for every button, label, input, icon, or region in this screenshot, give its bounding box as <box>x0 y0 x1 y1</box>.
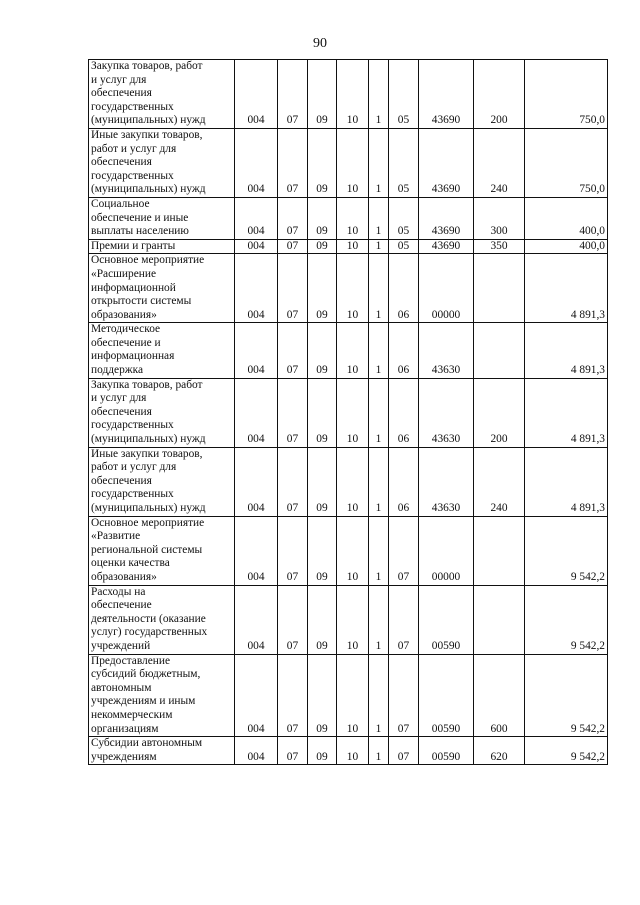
program-cell: 10 <box>337 197 369 239</box>
direction-cell: 00590 <box>419 654 474 737</box>
description-line: Основное мероприятие <box>91 254 205 267</box>
description-line: работ и услуг для <box>91 142 177 155</box>
section-cell: 07 <box>278 737 308 765</box>
section-cell: 07 <box>278 197 308 239</box>
description-cell <box>89 128 235 197</box>
amount-cell: 4 891,3 <box>525 323 608 378</box>
section-cell: 07 <box>278 447 308 516</box>
description-line: Премии и гранты <box>91 239 176 252</box>
admin-code-cell: 004 <box>235 254 278 323</box>
description-line: Расходы на <box>91 585 146 598</box>
description-line: и услуг для <box>91 392 147 405</box>
description-line: обеспечения <box>91 474 152 487</box>
event-cell: 06 <box>389 254 419 323</box>
section-cell: 07 <box>278 254 308 323</box>
table-row <box>89 60 608 129</box>
amount-cell: 400,0 <box>525 239 608 254</box>
admin-code-cell: 004 <box>235 447 278 516</box>
event-cell: 07 <box>389 654 419 737</box>
program-cell: 10 <box>337 60 369 129</box>
budget-table <box>88 59 608 765</box>
description-line: учреждений <box>91 639 151 652</box>
description-line: открытости системы <box>91 295 192 308</box>
amount-cell: 750,0 <box>525 60 608 129</box>
description-line: (муниципальных) нужд <box>91 502 206 514</box>
event-cell: 05 <box>389 128 419 197</box>
table-row <box>89 378 608 447</box>
table-row <box>89 447 608 516</box>
description-line: субсидий бюджетным, <box>91 668 201 681</box>
direction-cell: 43630 <box>419 447 474 516</box>
subprogram-cell: 1 <box>369 654 389 737</box>
description-line: работ и услуг для <box>91 461 177 474</box>
description-line: региональной системы <box>91 543 203 556</box>
event-cell: 06 <box>389 323 419 378</box>
direction-cell: 43630 <box>419 323 474 378</box>
expense-type-cell <box>474 516 525 585</box>
description-line: Социальное <box>91 197 150 210</box>
event-cell: 05 <box>389 60 419 129</box>
description-line: Закупка товаров, работ <box>91 60 203 72</box>
table-row <box>89 323 608 378</box>
admin-code-cell: 004 <box>235 197 278 239</box>
description-cell <box>89 254 235 323</box>
description-line: оценки качества <box>91 557 170 570</box>
direction-cell: 00000 <box>419 254 474 323</box>
subsection-cell: 09 <box>308 254 337 323</box>
direction-cell: 00590 <box>419 585 474 654</box>
description-line: государственных <box>91 100 174 113</box>
program-cell: 10 <box>337 128 369 197</box>
subprogram-cell: 1 <box>369 378 389 447</box>
section-cell: 07 <box>278 585 308 654</box>
description-line: Иные закупки товаров, <box>91 447 203 460</box>
description-cell <box>89 378 235 447</box>
subsection-cell: 09 <box>308 197 337 239</box>
description-line: Предоставление <box>91 654 171 667</box>
subprogram-cell: 1 <box>369 197 389 239</box>
amount-cell: 4 891,3 <box>525 378 608 447</box>
table-row <box>89 737 608 765</box>
description-line: обеспечения <box>91 156 152 169</box>
subprogram-cell: 1 <box>369 128 389 197</box>
description-line: автономным <box>91 681 152 694</box>
section-cell: 07 <box>278 239 308 254</box>
description-line: некоммерческим <box>91 708 173 721</box>
page-number: 90 <box>313 36 327 51</box>
expense-type-cell <box>474 254 525 323</box>
table-row <box>89 197 608 239</box>
description-line: образования» <box>91 570 157 583</box>
admin-code-cell: 004 <box>235 378 278 447</box>
amount-cell: 9 542,2 <box>525 516 608 585</box>
program-cell: 10 <box>337 239 369 254</box>
program-cell: 10 <box>337 585 369 654</box>
event-cell: 05 <box>389 239 419 254</box>
description-cell <box>89 197 235 239</box>
direction-cell: 00000 <box>419 516 474 585</box>
description-line: поддержка <box>91 364 144 377</box>
subprogram-cell: 1 <box>369 254 389 323</box>
description-line: обеспечение и иные <box>91 211 189 224</box>
description-line: «Развитие <box>91 530 141 543</box>
amount-cell: 400,0 <box>525 197 608 239</box>
description-line: «Расширение <box>91 267 157 280</box>
admin-code-cell: 004 <box>235 516 278 585</box>
description-cell <box>89 239 235 254</box>
event-cell: 06 <box>389 447 419 516</box>
description-cell <box>89 516 235 585</box>
description-line: учреждениям и иным <box>91 695 196 708</box>
subsection-cell: 09 <box>308 585 337 654</box>
expense-type-cell: 620 <box>474 737 525 765</box>
description-line: Иные закупки товаров, <box>91 128 203 141</box>
table-row <box>89 128 608 197</box>
subsection-cell: 09 <box>308 654 337 737</box>
description-line: (муниципальных) нужд <box>91 183 206 196</box>
description-line: учреждениям <box>91 750 157 763</box>
description-line: обеспечение <box>91 599 152 612</box>
amount-cell: 9 542,2 <box>525 654 608 737</box>
program-cell: 10 <box>337 323 369 378</box>
subsection-cell: 09 <box>308 323 337 378</box>
program-cell: 10 <box>337 378 369 447</box>
description-line: (муниципальных) нужд <box>91 114 206 127</box>
subprogram-cell: 1 <box>369 447 389 516</box>
section-cell: 07 <box>278 323 308 378</box>
subsection-cell: 09 <box>308 60 337 129</box>
admin-code-cell: 004 <box>235 654 278 737</box>
description-line: государственных <box>91 488 174 501</box>
admin-code-cell: 004 <box>235 60 278 129</box>
amount-cell: 4 891,3 <box>525 254 608 323</box>
table-row <box>89 654 608 737</box>
description-cell <box>89 654 235 737</box>
subprogram-cell: 1 <box>369 60 389 129</box>
description-line: государственных <box>91 419 174 432</box>
description-line: Субсидии автономным <box>91 737 203 750</box>
description-cell <box>89 737 235 765</box>
direction-cell: 43690 <box>419 197 474 239</box>
description-line: обеспечение и <box>91 336 161 349</box>
subprogram-cell: 1 <box>369 585 389 654</box>
table-row <box>89 239 608 254</box>
subsection-cell: 09 <box>308 239 337 254</box>
description-cell <box>89 60 235 129</box>
amount-cell: 9 542,2 <box>525 585 608 654</box>
description-line: деятельности (оказание <box>91 612 206 625</box>
description-line: обеспечения <box>91 405 152 418</box>
direction-cell: 00590 <box>419 737 474 765</box>
amount-cell: 750,0 <box>525 128 608 197</box>
expense-type-cell: 240 <box>474 128 525 197</box>
description-cell <box>89 323 235 378</box>
description-line: и услуг для <box>91 73 147 86</box>
description-line: государственных <box>91 169 174 182</box>
amount-cell: 4 891,3 <box>525 447 608 516</box>
subsection-cell: 09 <box>308 516 337 585</box>
direction-cell: 43690 <box>419 128 474 197</box>
admin-code-cell: 004 <box>235 323 278 378</box>
subsection-cell: 09 <box>308 378 337 447</box>
expense-type-cell: 300 <box>474 197 525 239</box>
program-cell: 10 <box>337 516 369 585</box>
event-cell: 07 <box>389 585 419 654</box>
subsection-cell: 09 <box>308 447 337 516</box>
subprogram-cell: 1 <box>369 323 389 378</box>
event-cell: 05 <box>389 197 419 239</box>
expense-type-cell: 200 <box>474 378 525 447</box>
subprogram-cell: 1 <box>369 737 389 765</box>
program-cell: 10 <box>337 254 369 323</box>
description-line: Закупка товаров, работ <box>91 378 203 391</box>
subsection-cell: 09 <box>308 737 337 765</box>
direction-cell: 43630 <box>419 378 474 447</box>
description-cell <box>89 585 235 654</box>
admin-code-cell: 004 <box>235 128 278 197</box>
section-cell: 07 <box>278 654 308 737</box>
description-line: информационная <box>91 350 175 363</box>
admin-code-cell: 004 <box>235 239 278 254</box>
admin-code-cell: 004 <box>235 737 278 765</box>
section-cell: 07 <box>278 128 308 197</box>
direction-cell: 43690 <box>419 60 474 129</box>
program-cell: 10 <box>337 654 369 737</box>
event-cell: 06 <box>389 378 419 447</box>
table-row <box>89 516 608 585</box>
amount-cell: 9 542,2 <box>525 737 608 765</box>
description-line: информационной <box>91 281 176 294</box>
expense-type-cell: 240 <box>474 447 525 516</box>
expense-type-cell: 200 <box>474 60 525 129</box>
description-line: образования» <box>91 308 157 321</box>
expense-type-cell: 600 <box>474 654 525 737</box>
expense-type-cell: 350 <box>474 239 525 254</box>
event-cell: 07 <box>389 737 419 765</box>
table-row <box>89 254 608 323</box>
expense-type-cell <box>474 585 525 654</box>
description-line: обеспечения <box>91 87 152 100</box>
description-line: Методическое <box>91 323 161 336</box>
subprogram-cell: 1 <box>369 239 389 254</box>
program-cell: 10 <box>337 737 369 765</box>
description-line: выплаты населению <box>91 225 189 238</box>
subprogram-cell: 1 <box>369 516 389 585</box>
direction-cell: 43690 <box>419 239 474 254</box>
program-cell: 10 <box>337 447 369 516</box>
description-cell <box>89 447 235 516</box>
description-line: Основное мероприятие <box>91 516 205 529</box>
description-line: организациям <box>91 722 159 735</box>
table-row <box>89 585 608 654</box>
description-line: услуг) государственных <box>91 626 208 639</box>
section-cell: 07 <box>278 516 308 585</box>
event-cell: 07 <box>389 516 419 585</box>
description-line: (муниципальных) нужд <box>91 433 206 446</box>
section-cell: 07 <box>278 60 308 129</box>
admin-code-cell: 004 <box>235 585 278 654</box>
expense-type-cell <box>474 323 525 378</box>
subsection-cell: 09 <box>308 128 337 197</box>
section-cell: 07 <box>278 378 308 447</box>
